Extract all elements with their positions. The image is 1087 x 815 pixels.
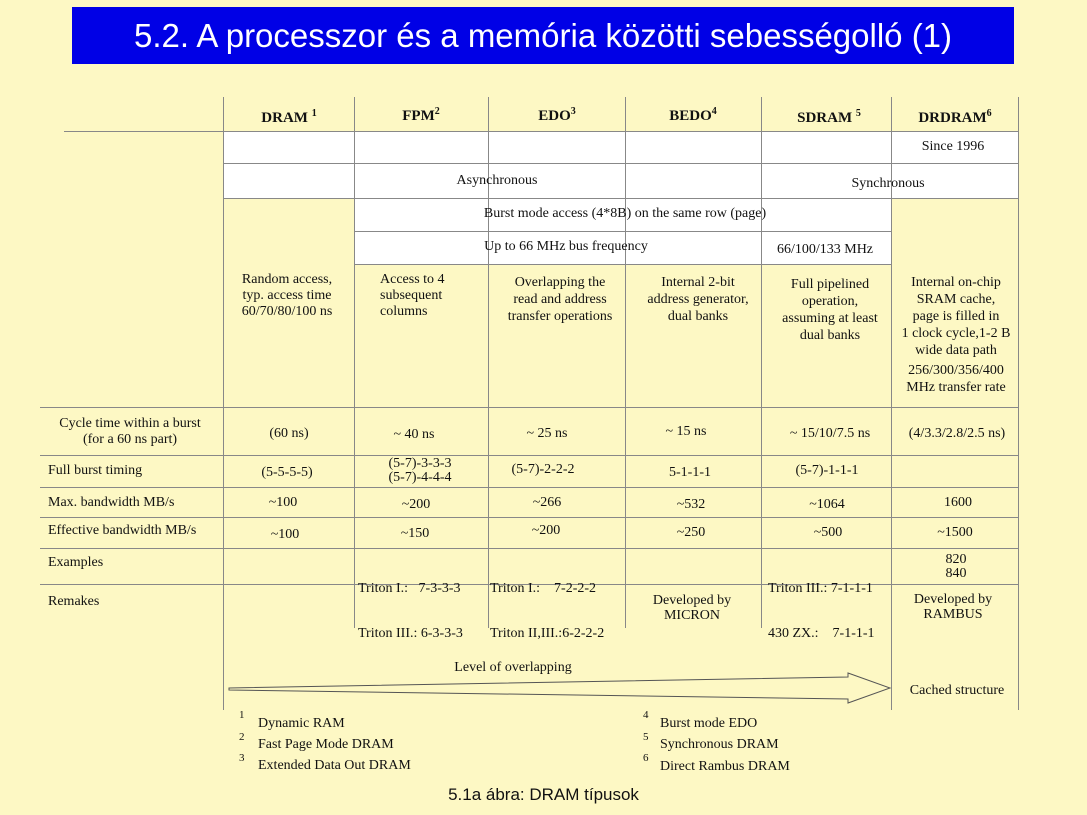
desc-line: columns bbox=[380, 304, 428, 319]
cell-effbw-edo: ~200 bbox=[531, 523, 561, 538]
desc-line: Internal on-chip bbox=[911, 275, 1001, 290]
cell-burst-dram: (5-5-5-5) bbox=[261, 465, 313, 480]
example-line: 840 bbox=[945, 566, 967, 581]
row-label-cycle-time bbox=[59, 416, 201, 448]
asynchronous-label: Asynchronous bbox=[456, 173, 538, 188]
desc-line: Random access, bbox=[241, 272, 333, 287]
desc-line: dual banks bbox=[799, 328, 861, 343]
example-line: 820 bbox=[945, 552, 967, 567]
desc-line: SRAM cache, bbox=[916, 292, 996, 307]
cell-maxbw-dram: ~100 bbox=[268, 495, 298, 510]
burst-line: (5-7)-3-3-3 bbox=[388, 456, 452, 471]
desc-line: operation, bbox=[801, 294, 859, 309]
remake-line: RAMBUS bbox=[923, 607, 983, 622]
row-label-burst-timing: Full burst timing bbox=[48, 463, 143, 478]
footnote-num-6: 6 bbox=[643, 752, 649, 764]
desc-sdram bbox=[782, 276, 878, 344]
cell-maxbw-fpm: ~200 bbox=[401, 497, 431, 512]
desc-line: 60/70/80/100 ns bbox=[241, 304, 333, 319]
cell-effbw-bedo: ~250 bbox=[676, 525, 706, 540]
desc-bedo bbox=[647, 274, 748, 325]
desc-line: Overlapping the bbox=[514, 275, 606, 290]
remake-line: MICRON bbox=[663, 608, 720, 623]
desc-line: Internal 2-bit bbox=[661, 275, 735, 290]
footnote-text-3: Extended Data Out DRAM bbox=[258, 758, 411, 773]
cell-examples-edo bbox=[490, 551, 604, 656]
col-header-dram: DRAM $^1$ bbox=[261, 108, 317, 126]
desc-line: dual banks bbox=[667, 309, 729, 324]
cell-burst-edo: (5-7)-2-2-2 bbox=[511, 462, 575, 477]
cell-effbw-dram: ~100 bbox=[270, 527, 300, 542]
sdram-frequency-label: 66/100/133 MHz bbox=[776, 242, 874, 257]
cell-cycle-fpm: ~ 40 ns bbox=[393, 427, 435, 442]
footnote-text-2: Fast Page Mode DRAM bbox=[258, 737, 394, 752]
desc-line: page is filled in bbox=[912, 309, 1000, 324]
example-line: Triton I.: 7-3-3-3 bbox=[358, 581, 461, 596]
slide-title: 5.2. A processzor és a memória közötti sebességolló (1) bbox=[72, 7, 1014, 64]
cell-maxbw-drdram: 1600 bbox=[944, 495, 972, 510]
label-line: Cycle time within a burst bbox=[59, 416, 201, 431]
desc-line: 256/300/356/400 bbox=[908, 363, 1004, 378]
desc-edo bbox=[508, 274, 613, 325]
desc-line: read and address bbox=[513, 292, 607, 307]
desc-line: 1 clock cycle,1-2 B bbox=[901, 326, 1011, 341]
overlap-arrow bbox=[229, 673, 890, 703]
footnote-text-1: Dynamic RAM bbox=[258, 716, 345, 731]
desc-line: MHz transfer rate bbox=[906, 380, 1006, 395]
example-line: 430 ZX.: 7-1-1-1 bbox=[768, 626, 875, 641]
synchronous-label: Synchronous bbox=[851, 176, 925, 191]
footnote-num-5: 5 bbox=[643, 731, 649, 743]
desc-line: subsequent bbox=[380, 288, 443, 303]
desc-drdram bbox=[902, 274, 1011, 396]
cell-cycle-edo: ~ 25 ns bbox=[526, 426, 568, 441]
desc-line: Access to 4 bbox=[380, 272, 445, 287]
row-label-examples: Examples bbox=[48, 555, 104, 570]
col-header-bedo: BEDO$^4$ bbox=[669, 106, 717, 124]
cell-remakes-bedo bbox=[653, 593, 731, 623]
cell-examples-sdram bbox=[768, 551, 875, 656]
row-label-effective-bandwidth: Effective bandwidth MB/s bbox=[48, 523, 197, 538]
cell-effbw-sdram: ~500 bbox=[813, 525, 843, 540]
cell-cycle-drdram: (4/3.3/2.8/2.5 ns) bbox=[908, 426, 1006, 441]
cell-cycle-bedo: ~ 15 ns bbox=[665, 424, 707, 439]
remake-line: Developed by bbox=[652, 593, 732, 608]
overlap-label: Level of overlapping bbox=[454, 660, 572, 675]
cell-effbw-fpm: ~150 bbox=[400, 526, 430, 541]
burst-line: (5-7)-4-4-4 bbox=[388, 470, 452, 485]
remake-line: Developed by bbox=[913, 592, 993, 607]
footnote-text-4: Burst mode EDO bbox=[660, 716, 758, 731]
burst-mode-label: Burst mode access (4*8B) on the same row (page) bbox=[483, 206, 767, 221]
cell-cycle-sdram: ~ 15/10/7.5 ns bbox=[789, 426, 871, 441]
desc-line: assuming at least bbox=[782, 311, 878, 326]
cell-cycle-dram: (60 ns) bbox=[269, 426, 309, 441]
example-line: Triton III.: 7-1-1-1 bbox=[768, 581, 873, 596]
desc-line: wide data path bbox=[915, 343, 997, 358]
cell-effbw-drdram: ~1500 bbox=[937, 525, 973, 540]
footnote-num-1: 1 bbox=[239, 709, 245, 721]
cell-burst-fpm bbox=[389, 457, 452, 485]
cell-remakes-drdram bbox=[914, 592, 992, 622]
example-line: Triton III.: 6-3-3-3 bbox=[358, 626, 463, 641]
cell-burst-bedo: 5-1-1-1 bbox=[669, 465, 711, 480]
footnote-text-5: Synchronous DRAM bbox=[660, 737, 779, 752]
desc-line: address generator, bbox=[647, 292, 749, 307]
footnote-num-4: 4 bbox=[643, 709, 649, 721]
cell-examples-drdram bbox=[946, 553, 967, 581]
footnote-num-3: 3 bbox=[239, 752, 245, 764]
example-line: Triton I.: 7-2-2-2 bbox=[490, 581, 597, 596]
desc-line: typ. access time bbox=[242, 288, 332, 303]
cell-maxbw-bedo: ~532 bbox=[676, 497, 706, 512]
label-line: (for a 60 ns part) bbox=[82, 432, 178, 447]
cell-burst-sdram: (5-7)-1-1-1 bbox=[795, 463, 859, 478]
desc-line: transfer operations bbox=[507, 309, 613, 324]
cell-maxbw-sdram: ~1064 bbox=[809, 497, 845, 512]
row-label-remakes: Remakes bbox=[48, 594, 100, 609]
since-1996: Since 1996 bbox=[921, 139, 985, 154]
footnote-num-2: 2 bbox=[239, 731, 245, 743]
cached-structure-label: Cached structure bbox=[909, 683, 1005, 698]
desc-fpm bbox=[380, 272, 445, 320]
example-line: Triton II,III.:6-2-2-2 bbox=[490, 626, 605, 641]
bus-frequency-label: Up to 66 MHz bus frequency bbox=[484, 239, 648, 254]
col-header-edo: EDO$^3$ bbox=[538, 106, 576, 124]
col-header-fpm: FPM$^2$ bbox=[402, 106, 440, 124]
col-header-drdram: DRDRAM$^6$ bbox=[918, 108, 992, 126]
cell-examples-fpm bbox=[358, 551, 463, 656]
figure-caption: 5.1a ábra: DRAM típusok bbox=[448, 785, 639, 804]
col-header-sdram: SDRAM $^5$ bbox=[797, 108, 861, 126]
footnote-text-6: Direct Rambus DRAM bbox=[660, 759, 790, 774]
cell-maxbw-edo: ~266 bbox=[532, 495, 562, 510]
desc-line: Full pipelined bbox=[790, 277, 870, 292]
desc-dram bbox=[242, 272, 333, 320]
row-label-max-bandwidth: Max. bandwidth MB/s bbox=[48, 495, 175, 510]
